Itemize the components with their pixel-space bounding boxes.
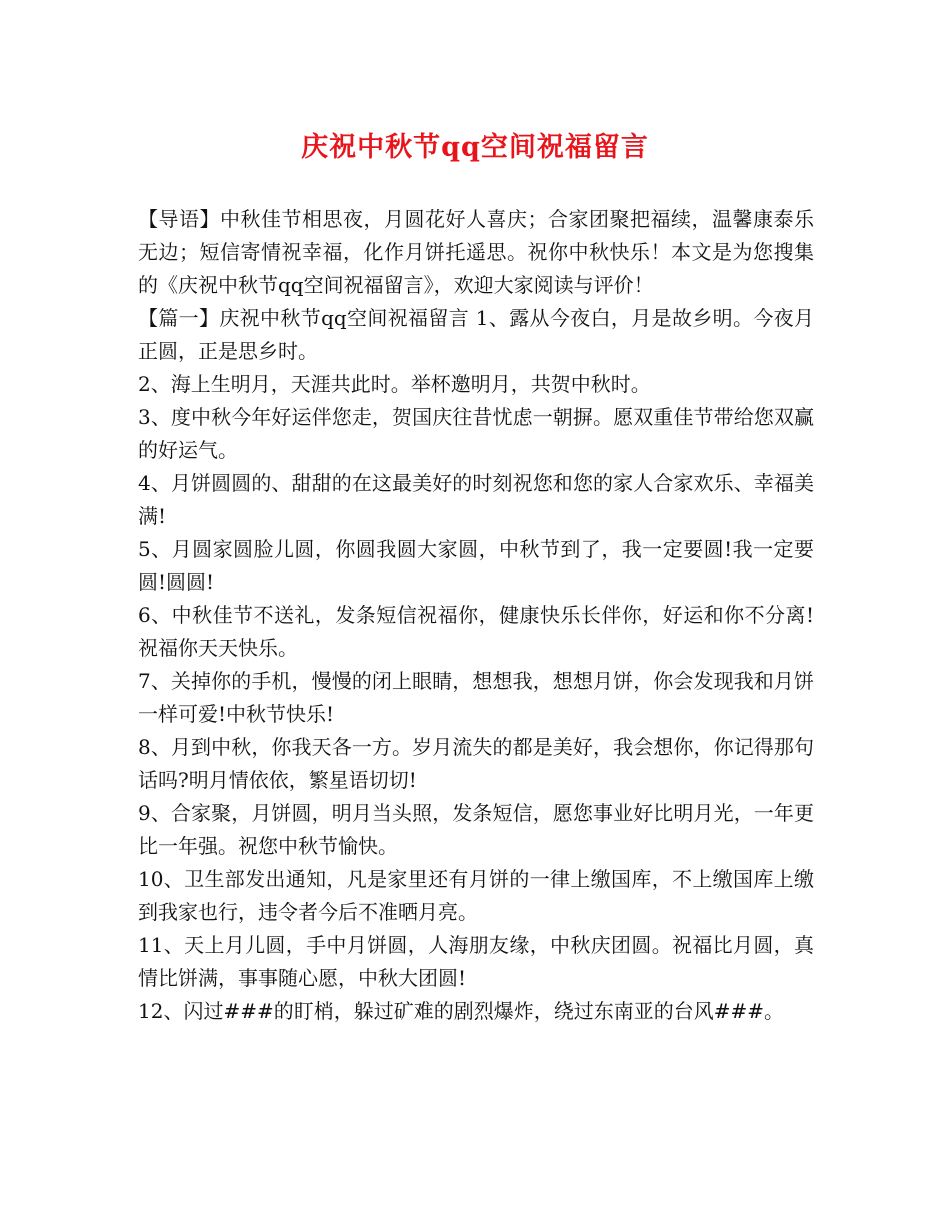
paragraph-item-2: 2、海上生明月，天涯共此时。举杯邀明月，共贺中秋时。 [138,372,651,396]
paragraph-intro: 【导语】中秋佳节相思夜，月圆花好人喜庆；合家团聚把福续，温馨康泰乐无边；短信寄情祝幸福，化作月饼托遥思。祝你中秋快乐！本文是为您搜集的《庆祝中秋节qq空间祝福留言》，欢迎大家阅读与评价！ [138,207,814,297]
paragraph-item-10: 10、卫生部发出通知，凡是家里还有月饼的一律上缴国库，不上缴国库上缴到我家也行，违令者今后不准晒月亮。 [138,867,814,924]
paragraph-item-7: 7、关掉你的手机，慢慢的闭上眼睛，想想我，想想月饼，你会发现我和月饼一样可爱!中秋节快乐! [138,669,814,726]
document-body [138,203,814,1028]
paragraph-item-12: 12、闪过###的盯梢，躲过矿难的剧烈爆炸，绕过东南亚的台风###。 [138,999,784,1023]
paragraph-item-5: 5、月圆家圆脸儿圆，你圆我圆大家圆，中秋节到了，我一定要圆!我一定要圆!圆圆! [138,537,814,594]
paragraph-item-3: 3、度中秋今年好运伴您走，贺国庆往昔忧虑一朝摒。愿双重佳节带给您双赢的好运气。 [138,405,814,462]
paragraph-item-8: 8、月到中秋，你我天各一方。岁月流失的都是美好，我会想你，你记得那句话吗?明月情依依，繁星语切切! [138,735,814,792]
paragraph-item-9: 9、合家聚，月饼圆，明月当头照，发条短信，愿您事业好比明月光，一年更比一年强。祝您中秋节愉快。 [138,801,814,858]
paragraph-part-one: 【篇一】庆祝中秋节qq空间祝福留言 1、露从今夜白，月是故乡明。今夜月正圆，正是思乡时。 [138,306,814,363]
paragraph-item-6: 6、中秋佳节不送礼，发条短信祝福你，健康快乐长伴你，好运和你不分离!祝福你天天快乐。 [138,603,814,660]
paragraph-item-11: 11、天上月儿圆，手中月饼圆，人海朋友缘，中秋庆团圆。祝福比月圆，真情比饼满，事事随心愿，中秋大团圆! [138,933,814,990]
paragraph-item-4: 4、月饼圆圆的、甜甜的在这最美好的时刻祝您和您的家人合家欢乐、幸福美满! [138,471,814,528]
document-title: 庆祝中秋节qq空间祝福留言 [301,132,649,163]
